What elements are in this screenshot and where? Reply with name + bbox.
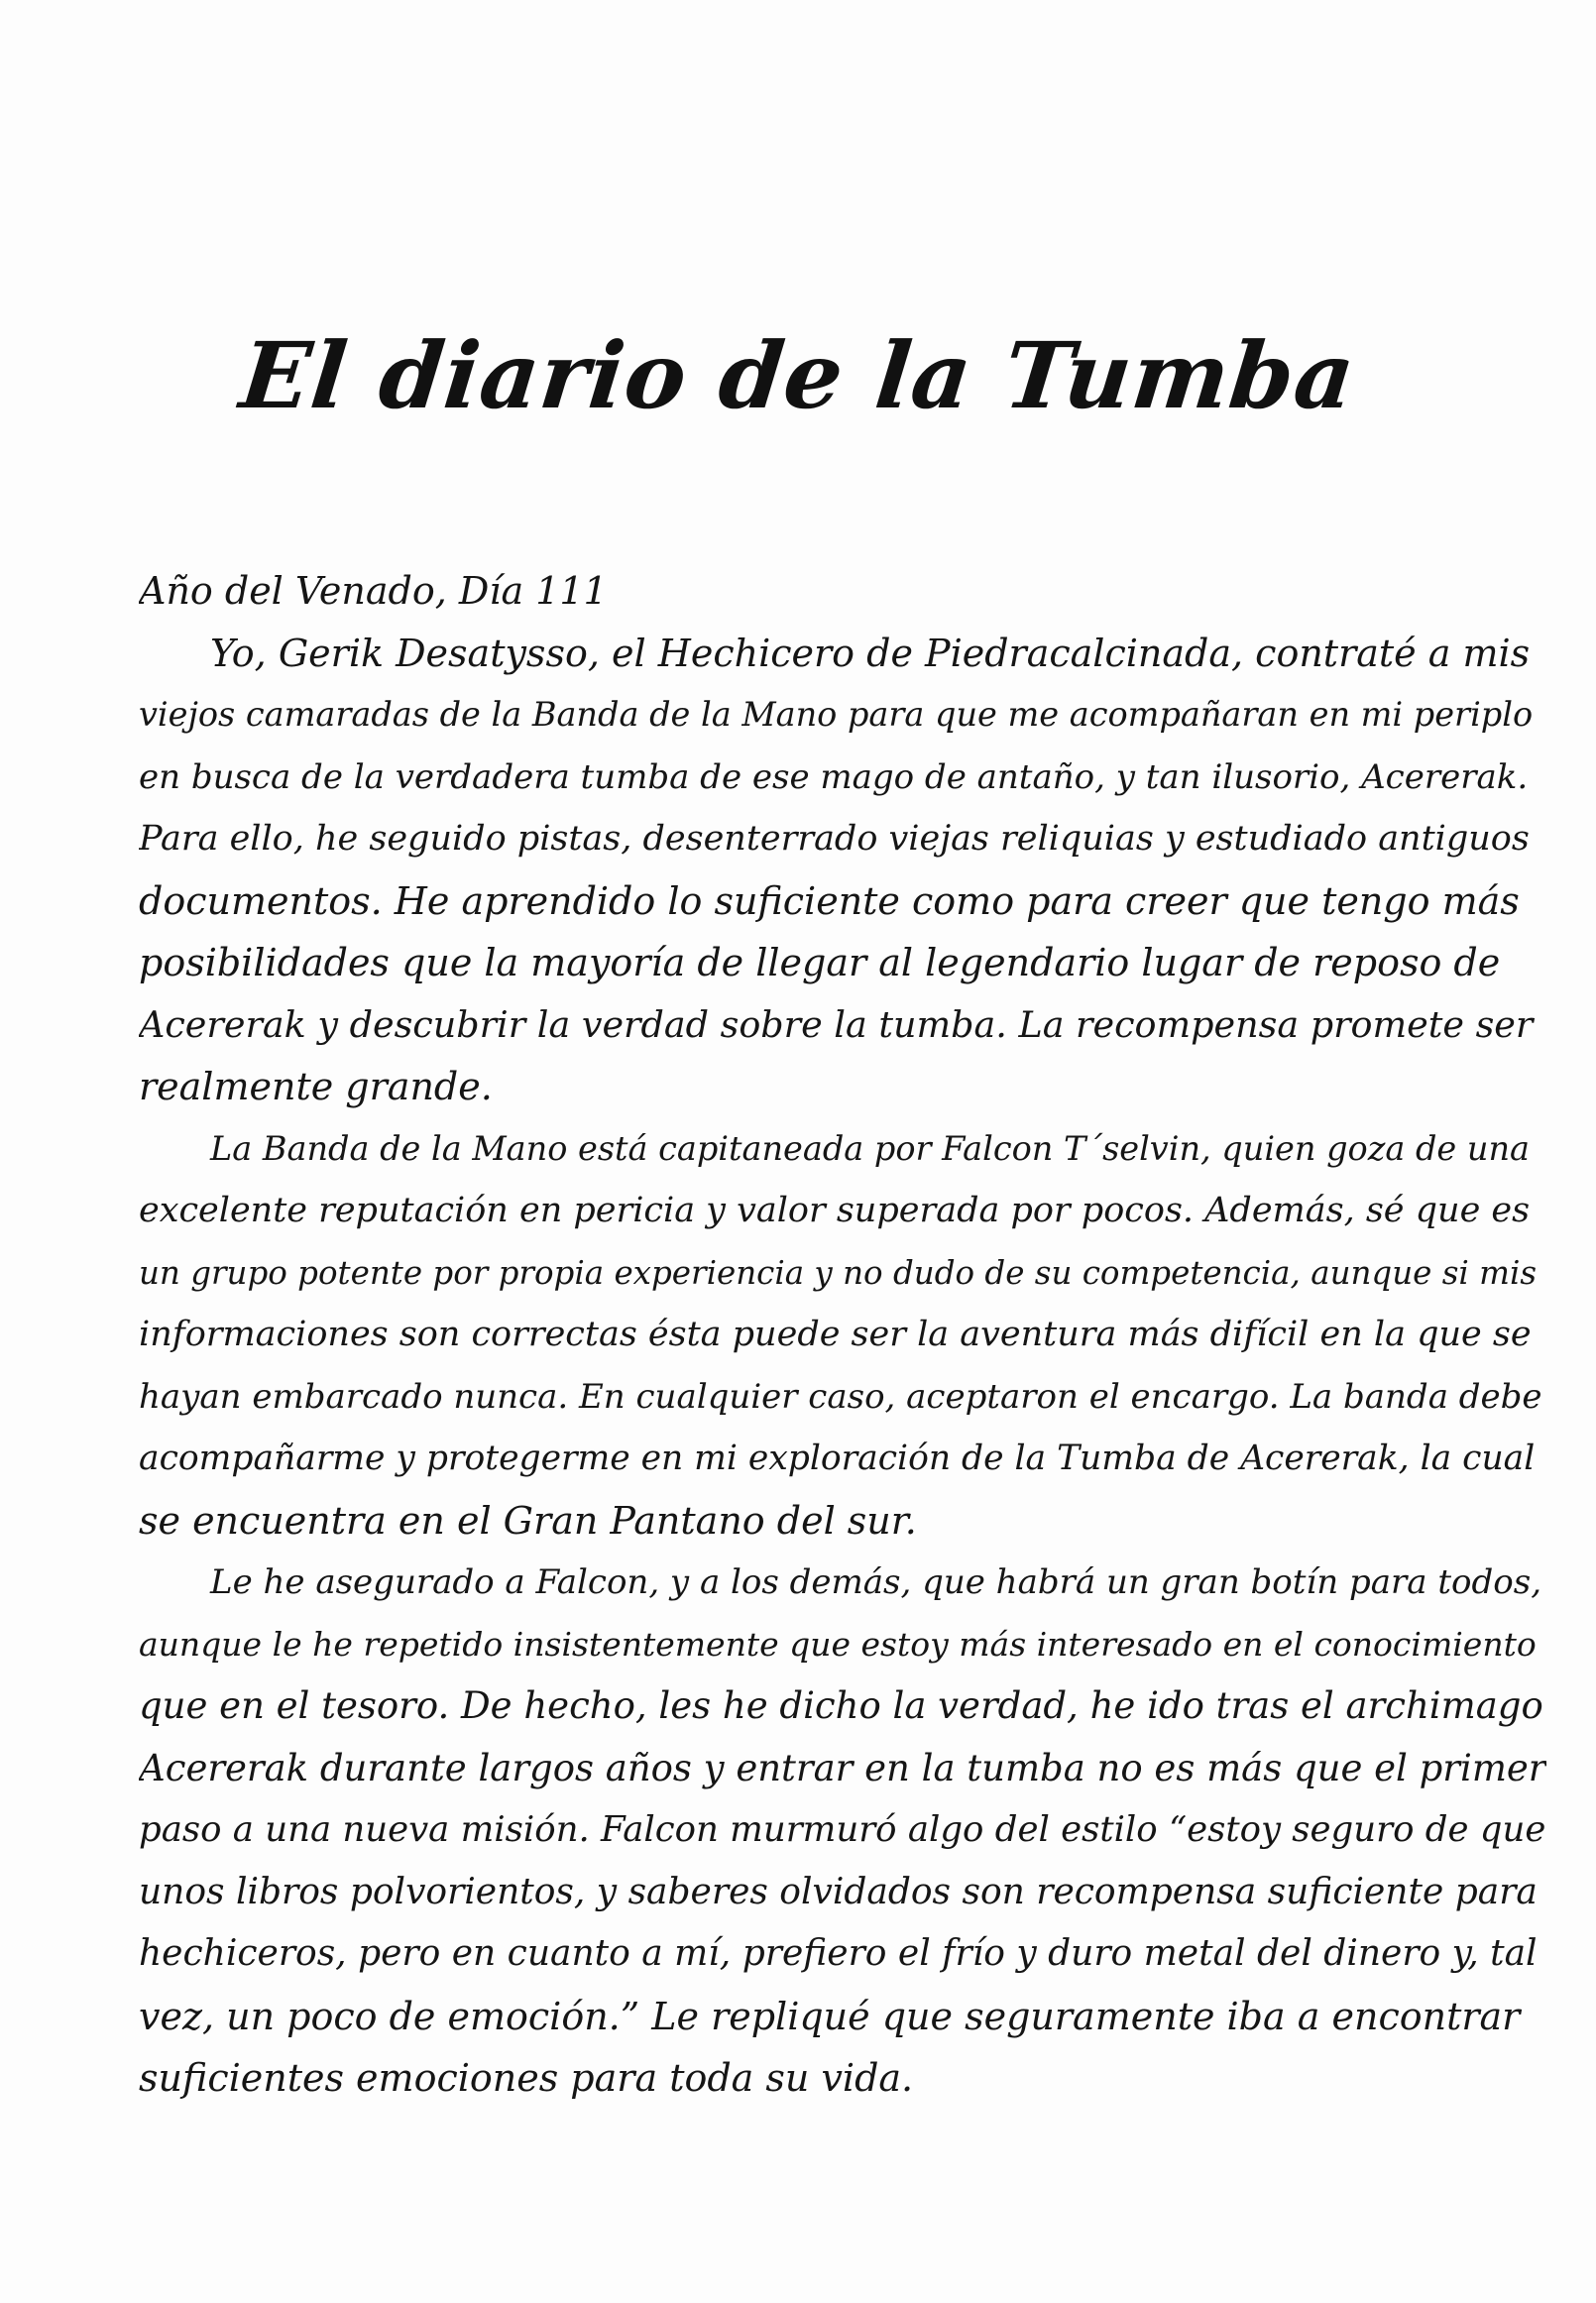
- text-line: Acererak y descubrir la verdad sobre la tumba. La recompensa promete ser: [139, 1002, 1534, 1046]
- text-line: paso a una nueva misión. Falcon murmuró algo del estilo “estoy seguro de que: [139, 1809, 1546, 1850]
- text-line: unos libros polvorientos, y saberes olvidados son recompensa suficiente para: [139, 1871, 1538, 1912]
- text-line: suficientes emociones para toda su vida.: [139, 2056, 914, 2100]
- text-line: posibilidades que la mayoría de llegar al legendario lugar de reposo de: [139, 941, 1501, 984]
- text-line: aunque le he repetido insistentemente que estoy más interesado en el conocimiento: [139, 1624, 1537, 1664]
- text-line: hechiceros, pero en cuanto a mí, prefiero el frío y duro metal del dinero y, tal: [139, 1933, 1538, 1974]
- text-line: documentos. He aprendido lo suficiente como para creer que tengo más: [139, 878, 1520, 923]
- text-line: hayan embarcado nunca. En cualquier caso, aceptaron el encargo. La banda debe: [139, 1376, 1542, 1417]
- text-line: vez, un poco de emoción.” Le repliqué que seguramente iba a encontrar: [139, 1994, 1521, 2038]
- text-line: que en el tesoro. De hecho, les he dicho la verdad, he ido tras el archimago: [139, 1684, 1543, 1727]
- entry-date: Año del Venado, Día 111: [139, 569, 608, 613]
- text-line: Le he asegurado a Falcon, y a los demás, que habrá un gran botín para todos,: [210, 1562, 1541, 1602]
- text-line: La Banda de la Mano está capitaneada por Falcon T´selvin, quien goza de una: [210, 1128, 1531, 1168]
- text-line: un grupo potente por propia experiencia y no dudo de su competencia, aunque si mis: [139, 1253, 1538, 1292]
- diary-entry: [139, 560, 1546, 2110]
- text-line: Para ello, he seguido pistas, desenterrado viejas reliquias y estudiado antiguos: [139, 819, 1530, 859]
- text-line: se encuentra en el Gran Pantano del sur.: [139, 1498, 917, 1543]
- text-line: informaciones son correctas ésta puede ser la aventura más difícil en la que se: [139, 1315, 1532, 1354]
- text-line: Acererak durante largos años y entrar en la tumba no es más que el primer: [139, 1746, 1546, 1789]
- text-line: acompañarme y protegerme en mi exploración de la Tumba de Acererak, la cual: [139, 1439, 1536, 1478]
- page-title: El diario de la Tumba: [235, 322, 1361, 429]
- text-line: Yo, Gerik Desatysso, el Hechicero de Piedracalcinada, contraté a mis: [210, 631, 1531, 675]
- text-line: excelente reputación en pericia y valor superada por pocos. Además, sé que es: [139, 1191, 1531, 1230]
- text-line: realmente grande.: [139, 1065, 493, 1108]
- text-line: en busca de la verdadera tumba de ese mago de antaño, y tan ilusorio, Acererak.: [139, 756, 1529, 797]
- text-line: viejos camaradas de la Banda de la Mano para que me acompañaran en mi periplo: [139, 695, 1534, 734]
